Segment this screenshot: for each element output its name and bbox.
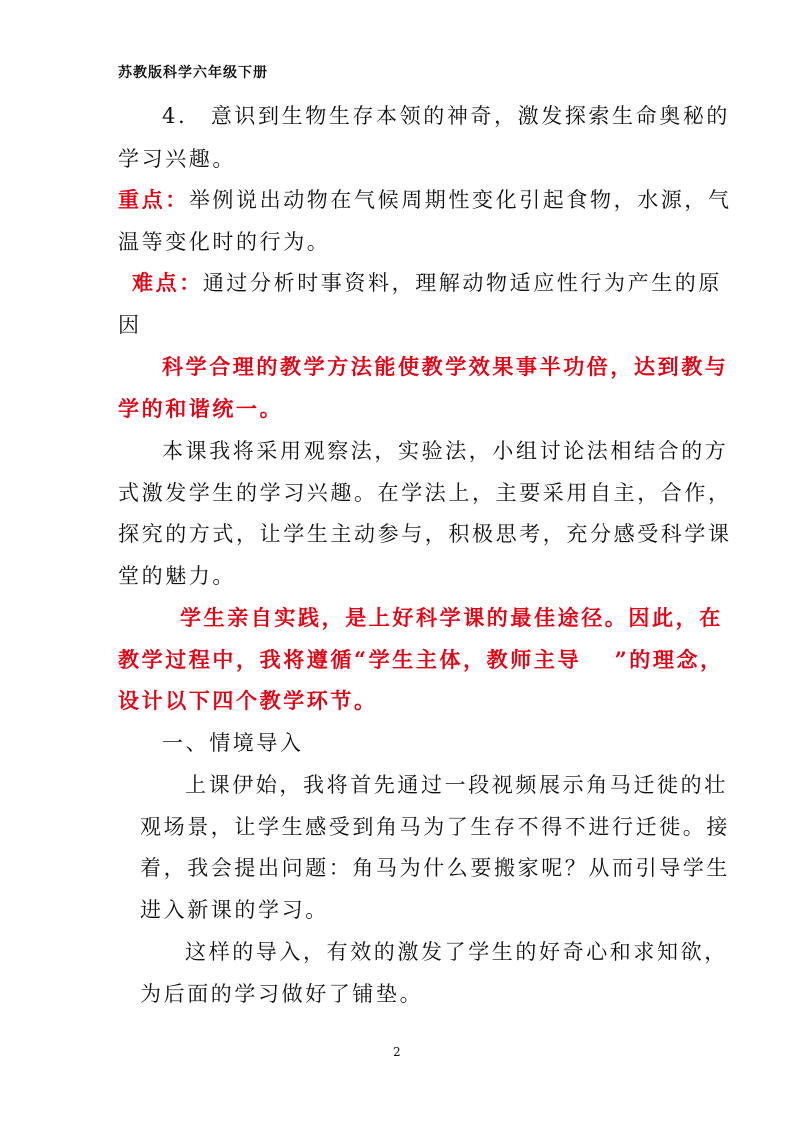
key-point-text: 举例说出动物在气候周期性变化引起食物，水源，气 <box>188 188 732 212</box>
difficulty-text: 通过分析时事资料，理解动物适应性行为产生的原 <box>202 271 723 295</box>
practice-line-2: 教学过程中，我将遵循“学生主体，教师主导 ”的理念， <box>118 647 724 672</box>
difficulty-label: 难点： <box>132 270 203 295</box>
section-1-para-2-line-1: 这样的导入，有效的激发了学生的好奇心和求知欲， <box>185 940 728 964</box>
difficulty-line-2: 因 <box>118 313 142 337</box>
section-1-para-1-line-1: 上课伊始，我将首先通过一段视频展示角马迁徙的壮 <box>185 773 728 797</box>
method-body-line-2: 式激发学生的学习兴趣。在学法上，主要采用自主，合作， <box>118 481 732 505</box>
method-intro-line-2: 学的和谐统一。 <box>118 396 284 421</box>
section-1-para-2-line-2: 为后面的学习做好了铺垫。 <box>140 982 424 1006</box>
practice-line-1: 学生亲自实践，是上好科学课的最佳途径。因此，在 <box>180 605 723 630</box>
key-point-line-2: 温等变化时的行为。 <box>118 230 331 254</box>
section-1-para-1-line-3: 着，我会提出问题：角马为什么要搬家呢？从而引导学生 <box>140 856 730 880</box>
method-body-line-1: 本课我将采用观察法，实验法，小组讨论法相结合的方 <box>162 439 729 463</box>
practice-line-3: 设计以下四个教学环节。 <box>118 688 378 713</box>
key-point-line-1 <box>118 185 732 215</box>
method-body-line-4: 堂的魅力。 <box>118 564 236 588</box>
key-point-label: 重点： <box>118 187 189 212</box>
objective-4-line-2: 学习兴趣。 <box>118 147 236 171</box>
method-body-line-3: 探究的方式，让学生主动参与，积极思考，充分感受科学课 <box>118 522 732 546</box>
page-number: 2 <box>393 1045 401 1059</box>
document-header: 苏教版科学六年级下册 <box>118 65 268 81</box>
difficulty-line-1 <box>132 268 722 298</box>
section-1-para-1-line-4: 进入新课的学习。 <box>140 898 329 922</box>
section-1-heading: 一、情境导入 <box>162 731 304 755</box>
objective-4-line-1: 4. 意识到生物生存本领的神奇，激发探索生命奥秘的 <box>162 104 731 128</box>
section-1-para-1-line-2: 观场景，让学生感受到角马为了生存不得不进行迁徙。接 <box>140 815 730 839</box>
method-intro-line-1: 科学合理的教学方法能使教学效果事半功倍，达到教与 <box>162 354 729 379</box>
